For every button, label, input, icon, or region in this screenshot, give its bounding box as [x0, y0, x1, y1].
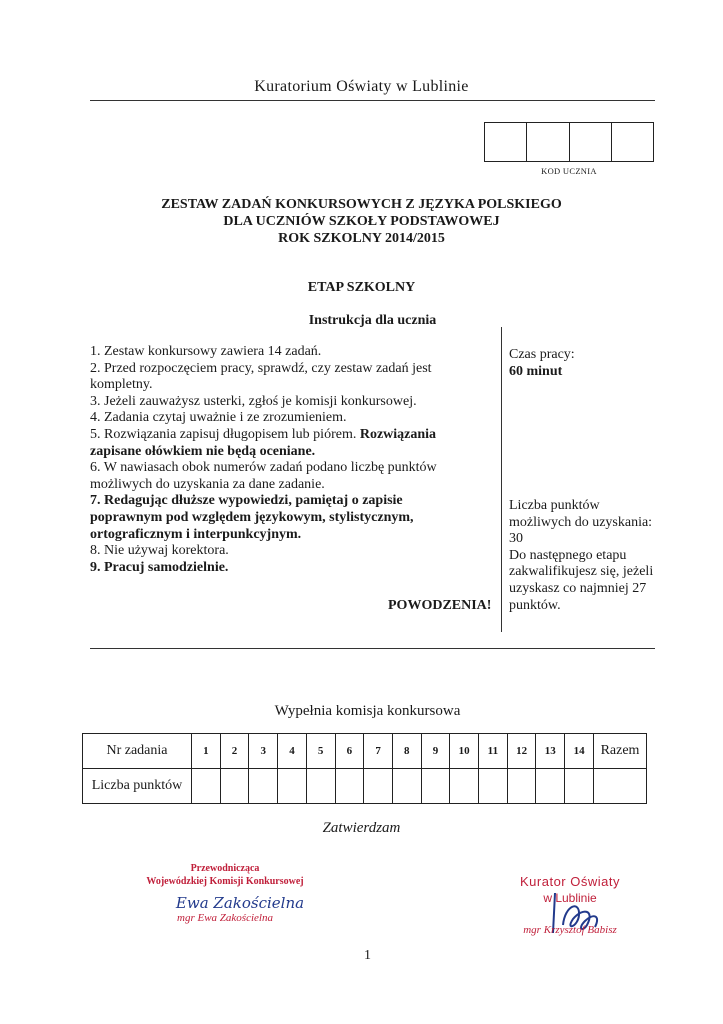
points-cell[interactable] [249, 769, 278, 804]
instruction-item: 8. Nie używaj korektora. [90, 543, 229, 559]
points-cell[interactable] [192, 769, 221, 804]
points-cell[interactable] [536, 769, 565, 804]
section-divider [90, 648, 655, 649]
task-number-cell: 11 [479, 734, 508, 769]
stage-title: ETAP SZKOLNY [307, 280, 416, 295]
task-number-cell: 2 [220, 734, 249, 769]
chair-stamp-line-2: Wojewódzkiej Komisji Konkursowej [146, 876, 304, 887]
student-code-box[interactable] [484, 122, 654, 162]
instructions-heading: Instrukcja dla ucznia [308, 313, 437, 328]
points-cell[interactable] [565, 769, 594, 804]
chair-signature: Ewa Zakościelna [175, 894, 305, 912]
total-points-cell[interactable] [594, 769, 647, 804]
points-cell[interactable] [479, 769, 508, 804]
work-time-value: 60 minut [509, 363, 563, 379]
points-cell[interactable] [335, 769, 364, 804]
task-number-cell: 7 [364, 734, 393, 769]
title-line-3: ROK SZKOLNY 2014/2015 [278, 231, 445, 246]
curator-stamp-line-1: Kurator Oświaty [520, 874, 620, 889]
instruction-item: 5. Rozwiązania zapisuj długopisem lub piórem. Rozwiązania zapisane ołówkiem nie będą oceniane. [90, 426, 437, 459]
instruction-item: 3. Jeżeli zauważysz usterki, zgłoś je komisji konkursowej. [90, 393, 417, 409]
task-number-cell: 12 [507, 734, 536, 769]
task-number-cell: 8 [392, 734, 421, 769]
code-cell[interactable] [485, 123, 527, 161]
table-row [83, 734, 647, 769]
total-header: Razem [594, 734, 647, 769]
header-title: Kuratorium Oświaty w Lublinie [254, 78, 469, 95]
max-points-text: Liczba punktów możliwych do uzyskania: 30 [509, 498, 653, 547]
good-luck-text: POWODZENIA! [388, 598, 492, 613]
student-code-label: KOD UCZNIA [541, 166, 597, 176]
instruction-item: 2. Przed rozpoczęciem pracy, sprawdź, czy zestaw zadań jest kompletny. [90, 360, 432, 393]
header-divider [90, 100, 655, 101]
chair-stamp [120, 862, 330, 888]
curator-stamp-line-2: w Lublinie [543, 891, 597, 905]
points-cell[interactable] [421, 769, 450, 804]
work-time-label: Czas pracy: [509, 347, 575, 362]
instruction-item: 1. Zestaw konkursowy zawiera 14 zadań. [90, 344, 322, 359]
instruction-item: 7. Redagując dłuższe wypowiedzi, pamiętaj o zapisie poprawnym pod względem językowym, stylistycznym, ortograficznym i interpunkcyjnym. [90, 493, 414, 542]
points-cell[interactable] [450, 769, 479, 804]
title-line-1: ZESTAW ZADAŃ KONKURSOWYCH Z JĘZYKA POLSKIEGO [161, 197, 562, 212]
score-table [82, 733, 647, 804]
points-cell[interactable] [220, 769, 249, 804]
code-cell[interactable] [612, 123, 653, 161]
title-line-2: DLA UCZNIÓW SZKOŁY PODSTAWOWEJ [223, 214, 500, 229]
task-number-cell: 1 [192, 734, 221, 769]
task-number-cell: 4 [278, 734, 307, 769]
work-time-box [509, 347, 659, 380]
committee-label: Wypełnia komisja konkursowa [274, 703, 461, 719]
document-title [0, 196, 723, 247]
chair-stamp-line-1: Przewodnicząca [190, 863, 260, 874]
instruction-item: 9. Pracuj samodzielnie. [90, 559, 229, 575]
points-cell[interactable] [364, 769, 393, 804]
points-cell[interactable] [278, 769, 307, 804]
task-number-cell: 5 [306, 734, 335, 769]
code-cell[interactable] [527, 123, 569, 161]
task-number-cell: 6 [335, 734, 364, 769]
code-cell[interactable] [570, 123, 612, 161]
chair-name: mgr Ewa Zakościelna [177, 912, 273, 924]
table-row [83, 769, 647, 804]
points-cell[interactable] [507, 769, 536, 804]
task-number-cell: 14 [565, 734, 594, 769]
points-row-header: Liczba punktów [83, 769, 192, 804]
points-cell[interactable] [392, 769, 421, 804]
instructions-list [90, 344, 472, 576]
task-number-cell: 9 [421, 734, 450, 769]
task-number-cell: 3 [249, 734, 278, 769]
instruction-item: 4. Zadania czytaj uważnie i ze zrozumieniem. [90, 410, 347, 426]
task-number-header: Nr zadania [83, 734, 192, 769]
task-number-cell: 10 [450, 734, 479, 769]
approval-text: Zatwierdzam [322, 820, 401, 836]
curator-name: mgr Krzysztof Babisz [523, 924, 617, 936]
qualification-text: Do następnego etapu zakwalifikujesz się, jeżeli uzyskasz co najmniej 27 punktów. [509, 547, 654, 613]
points-cell[interactable] [306, 769, 335, 804]
column-divider [501, 327, 502, 632]
instruction-item: 6. W nawiasach obok numerów zadań podano liczbę punktów możliwych do uzyskania za dane zadanie. [90, 460, 437, 492]
points-info-box [509, 498, 659, 614]
task-number-cell: 13 [536, 734, 565, 769]
page-number: 1 [364, 948, 371, 963]
